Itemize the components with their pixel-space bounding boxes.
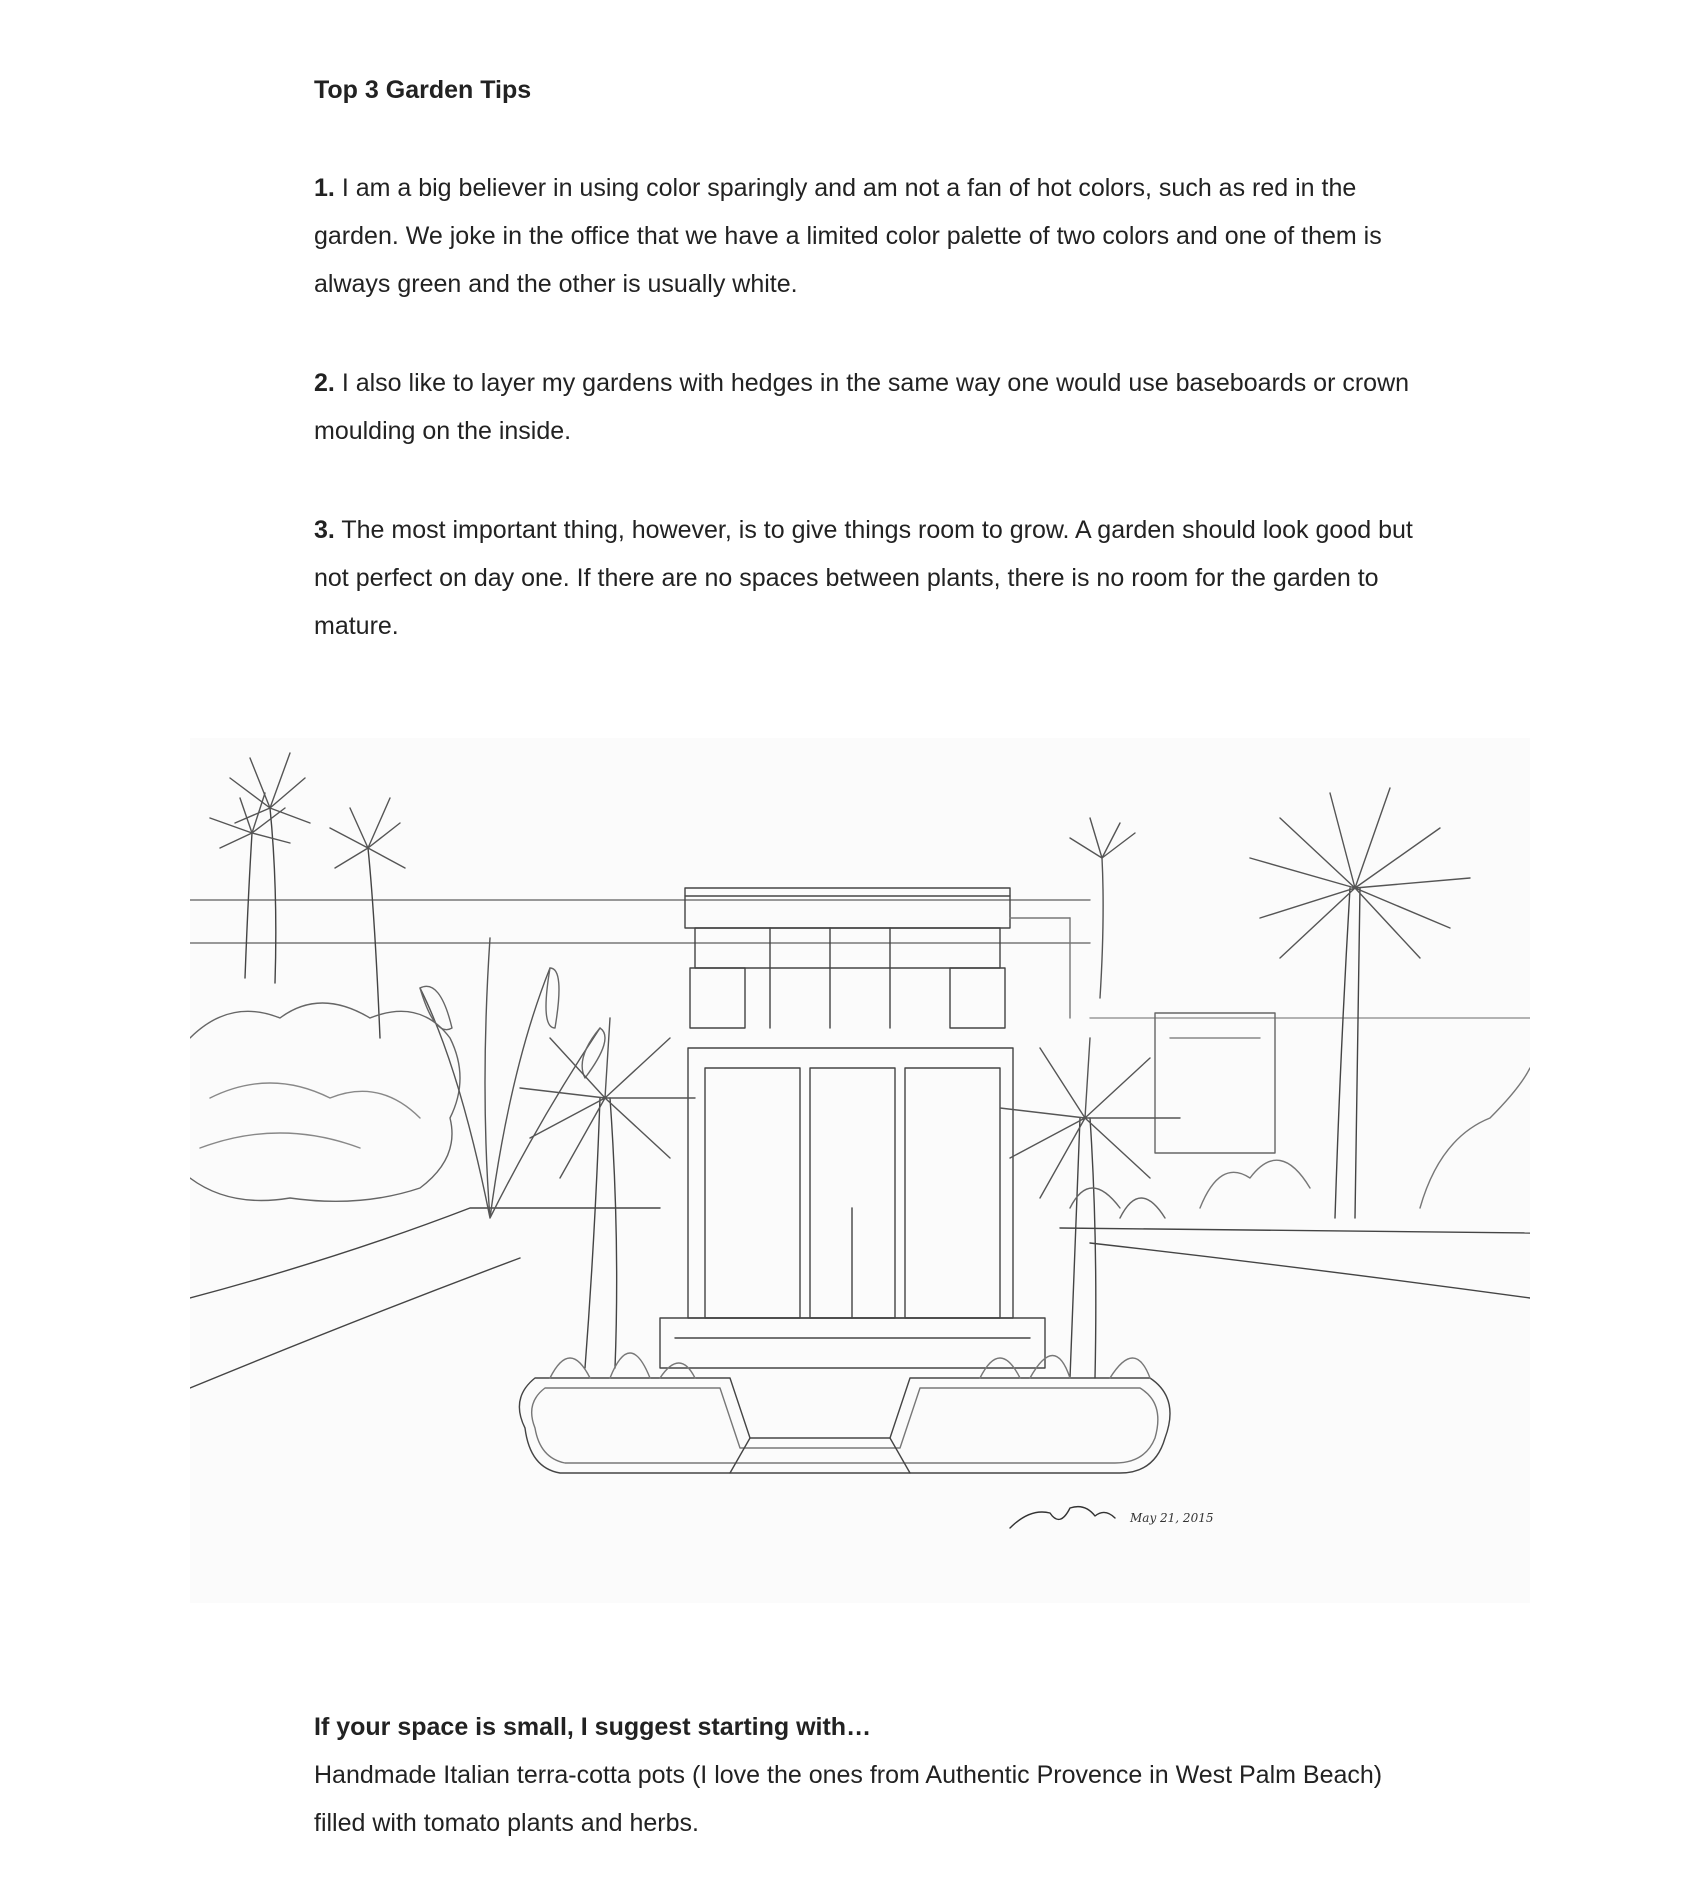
tip-number: 3. bbox=[314, 516, 335, 544]
small-space-text: Handmade Italian terra-cotta pots (I love the ones from Authentic Provence in West Palm Beach) filled with tomato plants and herbs. bbox=[314, 1761, 1383, 1837]
sketch-date: May 21, 2015 bbox=[1130, 1511, 1214, 1525]
tip-number: 2. bbox=[314, 369, 335, 397]
tip-3 bbox=[314, 506, 1414, 650]
tips-heading: Top 3 Garden Tips bbox=[314, 76, 532, 104]
tip-2 bbox=[314, 359, 1414, 455]
garden-sketch-image bbox=[190, 738, 1530, 1603]
garden-sketch-drawing bbox=[190, 738, 1530, 1603]
tip-text: I am a big believer in using color sparingly and am not a fan of hot colors, such as red in the garden. We joke in the office that we have a limited color palette of two colors and one of them is always green and the other is usually white. bbox=[314, 174, 1382, 298]
tip-1 bbox=[314, 164, 1414, 308]
tip-text: I also like to layer my gardens with hedges in the same way one would use baseboards or crown moulding on the inside. bbox=[314, 369, 1410, 445]
tip-text: The most important thing, however, is to give things room to grow. A garden should look good but not perfect on day one. If there are no spaces between plants, there is no room for the garden to mature. bbox=[314, 516, 1413, 640]
small-space-heading: If your space is small, I suggest starting with… bbox=[314, 1713, 872, 1741]
tip-number: 1. bbox=[314, 174, 335, 202]
